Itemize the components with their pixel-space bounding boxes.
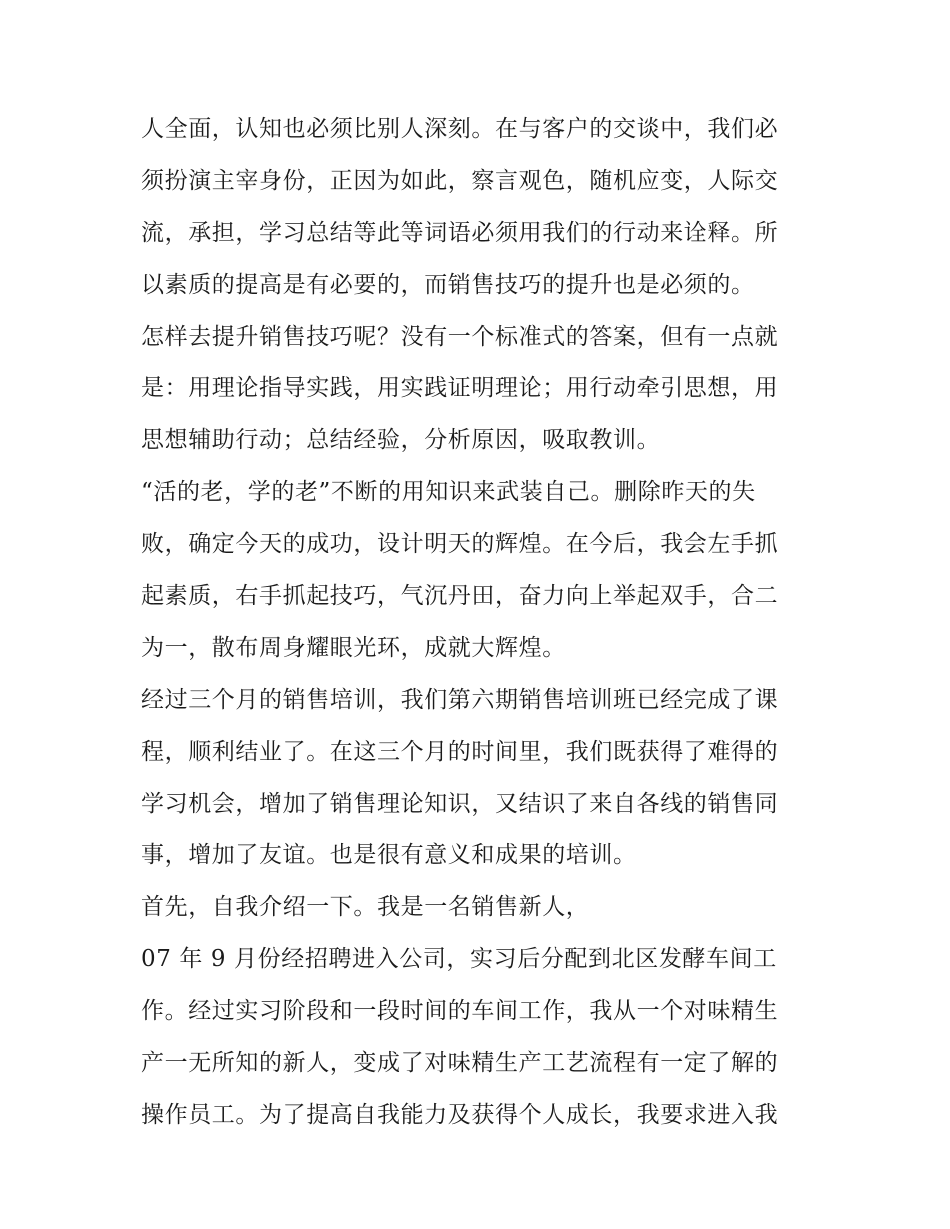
text-line-13: 程，顺利结业了。在这三个月的时间里，我们既获得了难得的: [141, 738, 779, 765]
text-line-12: 经过三个月的销售培训，我们第六期销售培训班已经完成了课: [141, 686, 779, 713]
text-line-1: 人全面，认知也必须比别人深刻。在与客户的交谈中，我们必: [141, 116, 779, 142]
text-line-18: 作。经过实习阶段和一段时间的车间工作，我从一个对味精生: [141, 998, 779, 1025]
text-line-5: 怎样去提升销售技巧呢？没有一个标准式的答案，但有一点就: [141, 323, 779, 350]
text-line-10: 起素质，右手抓起技巧，气沉丹田，奋力向上举起双手，合二: [141, 583, 779, 610]
text-line-2: 须扮演主宰身份，正因为如此，察言观色，随机应变，人际交: [141, 167, 779, 194]
body-text: [141, 104, 821, 1142]
text-line-8: “活的老，学的老”不断的用知识来武装自己。删除昨天的失: [141, 479, 756, 506]
text-line-19: 产一无所知的新人，变成了对味精生产工艺流程有一定了解的: [141, 1050, 779, 1077]
text-line-14: 学习机会，增加了销售理论知识，又结识了来自各线的销售同: [141, 790, 779, 817]
text-line-6: 是：用理论指导实践，用实践证明理论；用行动牵引思想，用: [141, 375, 779, 402]
text-line-20: 操作员工。为了提高自我能力及获得个人成长，我要求进入我: [141, 1101, 779, 1128]
text-line-11: 为一，散布周身耀眼光环，成就大辉煌。: [141, 634, 566, 661]
text-line-17: 07 年 9 月份经招聘进入公司，实习后分配到北区发酵车间工: [141, 946, 777, 973]
text-line-7: 思想辅助行动；总结经验，分析原因，吸取教训。: [141, 427, 661, 454]
text-line-3: 流，承担，学习总结等此等词语必须用我们的行动来诠释。所: [141, 219, 779, 246]
text-line-9: 败，确定今天的成功，设计明天的辉煌。在今后，我会左手抓: [141, 531, 779, 558]
text-line-16: 首先，自我介绍一下。我是一名销售新人，: [141, 894, 590, 921]
text-line-15: 事，增加了友谊。也是很有意义和成果的培训。: [141, 842, 637, 869]
text-line-4: 以素质的提高是有必要的，而销售技巧的提升也是必须的。: [141, 271, 755, 298]
